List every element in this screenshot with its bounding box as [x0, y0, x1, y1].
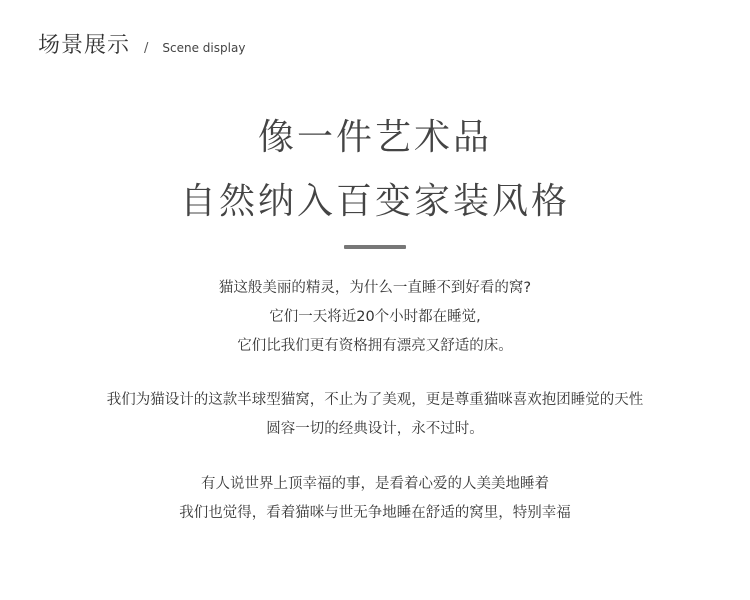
section-title-separator: /: [144, 41, 149, 56]
paragraph-line: 圆容一切的经典设计，永不过时。: [266, 421, 484, 437]
paragraph-line: 有人说世界上顶幸福的事，是看着心爱的人美美地睡着: [201, 476, 549, 492]
paragraph-1: [0, 274, 750, 361]
paragraph-line: 它们一天将近20个小时都在睡觉,: [269, 309, 481, 325]
headline-line-2: 自然纳入百变家装风格: [179, 181, 570, 222]
paragraph-line: 猫这般美丽的精灵，为什么一直睡不到好看的窝?: [218, 280, 532, 296]
paragraph-line: 我们也觉得，看着猫咪与世无争地睡在舒适的窝里，特别幸福: [179, 505, 571, 521]
section-subtitle-en: Scene display: [162, 41, 246, 55]
section-title: 场景展示: [38, 33, 131, 58]
paragraph-line: 我们为猫设计的这款半球型猫窝，不止为了美观，更是尊重猫咪喜欢抱团睡觉的天性: [106, 392, 644, 408]
headline-divider: [344, 245, 406, 249]
section-header: [38, 28, 245, 59]
paragraph-2: [0, 386, 750, 444]
paragraph-line: 它们比我们更有资格拥有漂亮又舒适的床。: [237, 338, 513, 354]
paragraph-3: [0, 470, 750, 528]
headline-line-1: 像一件艺术品: [257, 117, 492, 158]
